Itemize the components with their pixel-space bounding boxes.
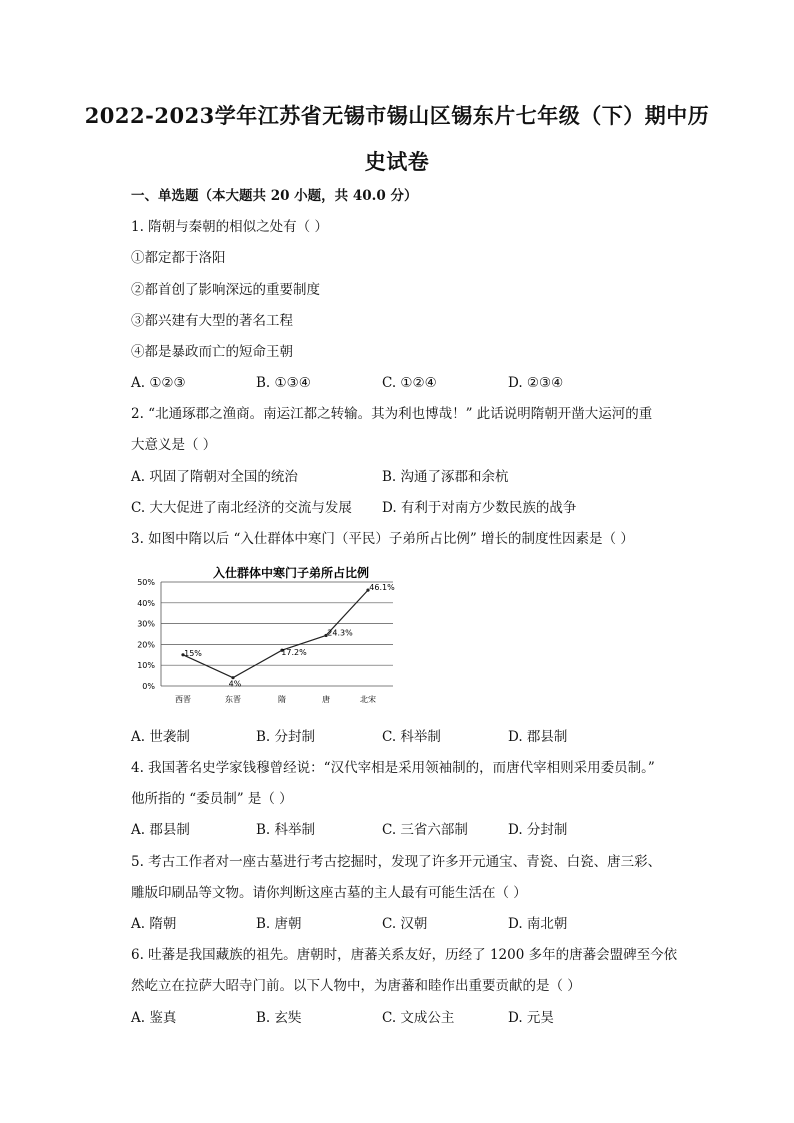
question-1-option-b[interactable]: B. ①③④: [256, 375, 311, 391]
chart-y-tick-label: 40%: [137, 598, 155, 608]
chart-y-tick-label: 10%: [137, 661, 155, 671]
question-1-item-1: ①都定都于洛阳: [131, 250, 226, 266]
question-1-option-d[interactable]: D. ②③④: [508, 375, 564, 391]
question-3-option-b[interactable]: B. 分封制: [256, 729, 316, 745]
exam-title-line-2: 史试卷: [364, 149, 430, 174]
chart-y-tick-label: 30%: [137, 619, 155, 629]
question-1-stem: 1. 隋朝与秦朝的相似之处有（ ）: [131, 219, 328, 235]
chart-data-label: 4%: [228, 679, 242, 689]
question-6-option-d[interactable]: D. 元昊: [508, 1010, 554, 1026]
question-2-option-a[interactable]: A. 巩固了隋朝对全国的统治: [131, 469, 298, 485]
question-2-stem-line-1: 2. “北通琢郡之渔商。南运江都之转输。其为利也博哉！” 此话说明隋朝开凿大运河的重: [131, 406, 653, 422]
chart-x-tick-label: 西晋: [175, 695, 191, 704]
chart-y-tick-label: 50%: [137, 578, 155, 587]
question-5-option-d[interactable]: D. 南北朝: [508, 916, 568, 932]
question-6-stem-line-2: 然屹立在拉萨大昭寺门前。以下人物中，为唐蕃和睦作出重要贡献的是（ ）: [131, 978, 581, 994]
question-1-item-2: ②都首创了影响深远的重要制度: [131, 282, 320, 298]
chart-y-tick-label: 20%: [137, 640, 155, 650]
question-2-option-d[interactable]: D. 有利于对南方少数民族的战争: [382, 500, 577, 516]
chart-x-tick-label: 隋: [278, 695, 286, 704]
question-5-option-a[interactable]: A. 隋朝: [131, 916, 177, 932]
question-6-option-c[interactable]: C. 文成公主: [382, 1010, 455, 1026]
exam-title-line-1: 2022-2023学年江苏省无锡市锡山区锡东片七年级（下）期中历: [84, 103, 710, 128]
question-5-stem-line-1: 5. 考古工作者对一座古墓进行考古挖掘时，发现了许多开元通宝、青瓷、白瓷、唐三彩、: [131, 854, 662, 870]
question-1-item-4: ④都是暴政而亡的短命王朝: [131, 344, 293, 360]
chart-data-label: 17.2%: [281, 648, 307, 658]
question-6-stem-line-1: 6. 吐蕃是我国藏族的祖先。唐朝时，唐蕃关系友好，历经了 1200 多年的唐蕃会盟碑至今依: [131, 947, 678, 963]
question-5-option-c[interactable]: C. 汉朝: [382, 916, 428, 932]
question-4-option-d[interactable]: D. 分封制: [508, 822, 568, 838]
question-4-stem-line-1: 4. 我国著名史学家钱穆曾经说：“汉代宰相是采用领袖制的，而唐代宰相则采用委员制。”: [131, 760, 655, 776]
question-6-option-a[interactable]: A. 鉴真: [131, 1010, 177, 1026]
chart-x-tick-label: 北宋: [360, 695, 376, 704]
question-4-option-c[interactable]: C. 三省六部制: [382, 822, 468, 838]
question-2-option-c[interactable]: C. 大大促进了南北经济的交流与发展: [131, 500, 352, 516]
question-6-option-b[interactable]: B. 玄奘: [256, 1010, 302, 1026]
section-heading: 一、单选题（本大题共 20 小题，共 40.0 分）: [131, 188, 418, 204]
question-3-option-a[interactable]: A. 世袭制: [131, 729, 190, 745]
chart-y-tick-label: 0%: [142, 682, 155, 691]
question-5-stem-line-2: 雕版印刷品等文物。请你判断这座古墓的主人最有可能生活在（ ）: [131, 885, 527, 901]
question-1-item-3: ③都兴建有大型的著名工程: [131, 313, 293, 329]
question-4-option-a[interactable]: A. 郡县制: [131, 822, 190, 838]
chart-svg: [131, 562, 405, 712]
question-5-option-b[interactable]: B. 唐朝: [256, 916, 302, 932]
question-4-option-b[interactable]: B. 科举制: [256, 822, 316, 838]
ratio-line-chart: [131, 562, 405, 712]
chart-x-tick-label: 唐: [322, 695, 330, 704]
question-3-option-c[interactable]: C. 科举制: [382, 729, 441, 745]
chart-data-label: 15%: [184, 648, 202, 658]
question-1-option-c[interactable]: C. ①②④: [382, 375, 437, 391]
chart-data-label: 24.3%: [327, 628, 353, 638]
question-4-stem-line-2: 他所指的 “委员制” 是（ ）: [131, 791, 293, 807]
chart-data-label: 46.1%: [369, 583, 395, 593]
chart-x-tick-label: 东晋: [225, 695, 241, 704]
question-3-stem: 3. 如图中隋以后 “入仕群体中寒门（平民）子弟所占比例” 增长的制度性因素是（ ）: [131, 531, 634, 547]
question-1-option-a[interactable]: A. ①②③: [131, 375, 186, 391]
chart-title: 入仕群体中寒门子弟所占比例: [212, 566, 370, 580]
question-2-stem-line-2: 大意义是（ ）: [131, 437, 217, 453]
question-2-option-b[interactable]: B. 沟通了涿郡和余杭: [382, 469, 509, 485]
question-3-option-d[interactable]: D. 郡县制: [508, 729, 568, 745]
